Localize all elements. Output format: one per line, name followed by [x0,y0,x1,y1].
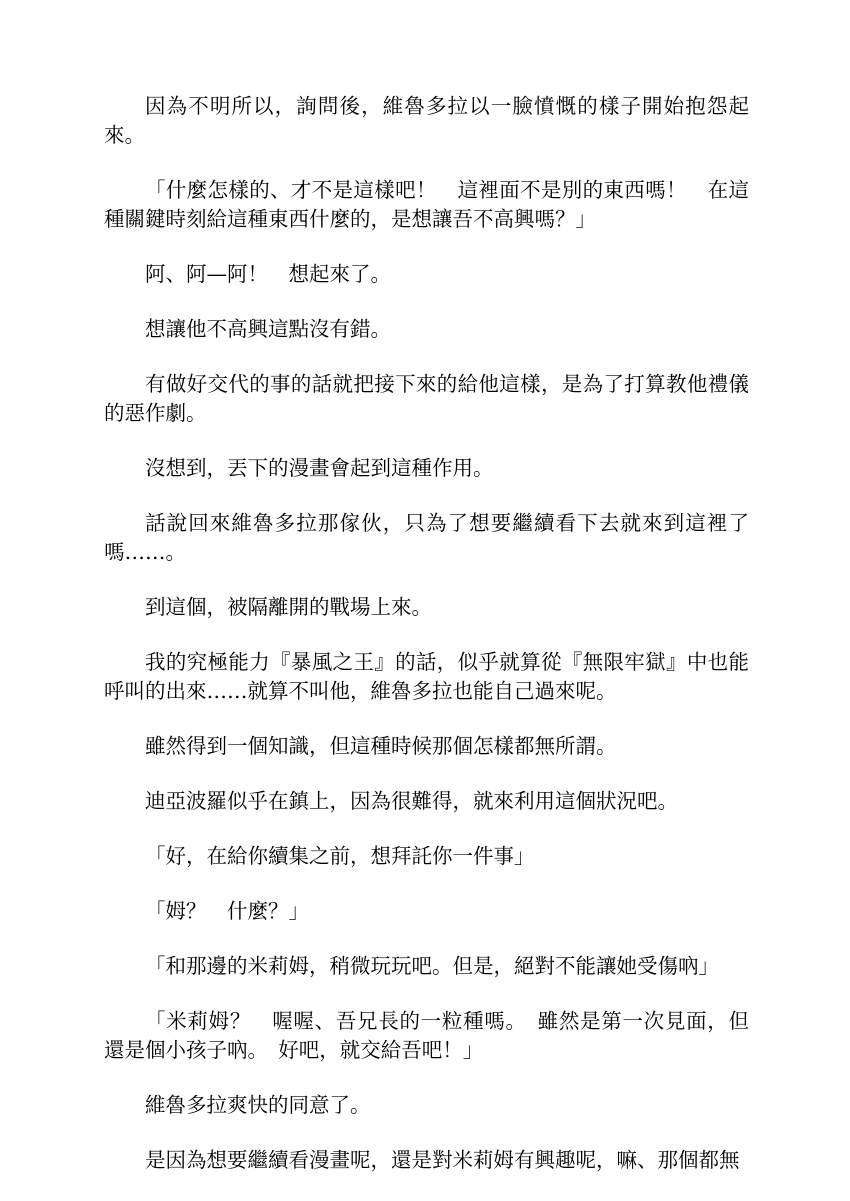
paragraph-10: 雖然得到一個知識，但這種時候那個怎樣都無所謂。 [145,734,617,758]
paragraph-3: 阿、阿—阿！ 想起來了。 [145,262,391,286]
paragraph-8: 到這個，被隔離開的戰場上來。 [145,595,432,619]
paragraph-9: 我的究極能力『暴風之王』的話，似乎就算從『無限牢獄』中也能呼叫的出來……就算不叫他，維魯多拉也能自己過來呢。 [104,650,749,703]
paragraph-7: 話說回來維魯多拉那傢伙，只為了想要繼續看下去就來到這裡了嗎……。 [104,511,749,564]
paragraph-5: 有做好交代的事的話就把接下來的給他這樣，是為了打算教他禮儀的惡作劇。 [104,372,749,425]
paragraph-4: 想讓他不高興這點沒有錯。 [145,317,391,341]
paragraph-13: 「姆？ 什麼？」 [145,899,309,923]
paragraph-11: 迪亞波羅似乎在鎮上，因為很難得，就來利用這個狀況吧。 [145,789,678,813]
paragraph-15: 「米莉姆？ 喔喔、吾兄長的一粒種嗎。 雖然是第一次見面，但還是個小孩子吶。 好吧，就交給吾吧！」 [104,1009,749,1062]
paragraph-2: 「什麼怎樣的、才不是這樣吧！ 這裡面不是別的東西嗎！ 在這種關鍵時刻給這種東西什麼的，是想讓吾不高興嗎？」 [104,178,749,231]
body-text [104,92,749,1201]
paragraph-1: 因為不明所以，詢問後，維魯多拉以一臉憤慨的樣子開始抱怨起來。 [104,94,749,147]
paragraph-14: 「和那邊的米莉姆，稍微玩玩吧。但是，絕對不能讓她受傷吶」 [145,954,719,978]
paragraph-16: 維魯多拉爽快的同意了。 [145,1093,371,1117]
paragraph-17: 是因為想要繼續看漫畫呢，還是對米莉姆有興趣呢，嘛、那個都無 [145,1148,740,1172]
paragraph-6: 沒想到，丟下的漫畫會起到這種作用。 [145,456,494,480]
paragraph-12: 「好，在給你續集之前，想拜託你一件事」 [145,844,535,868]
